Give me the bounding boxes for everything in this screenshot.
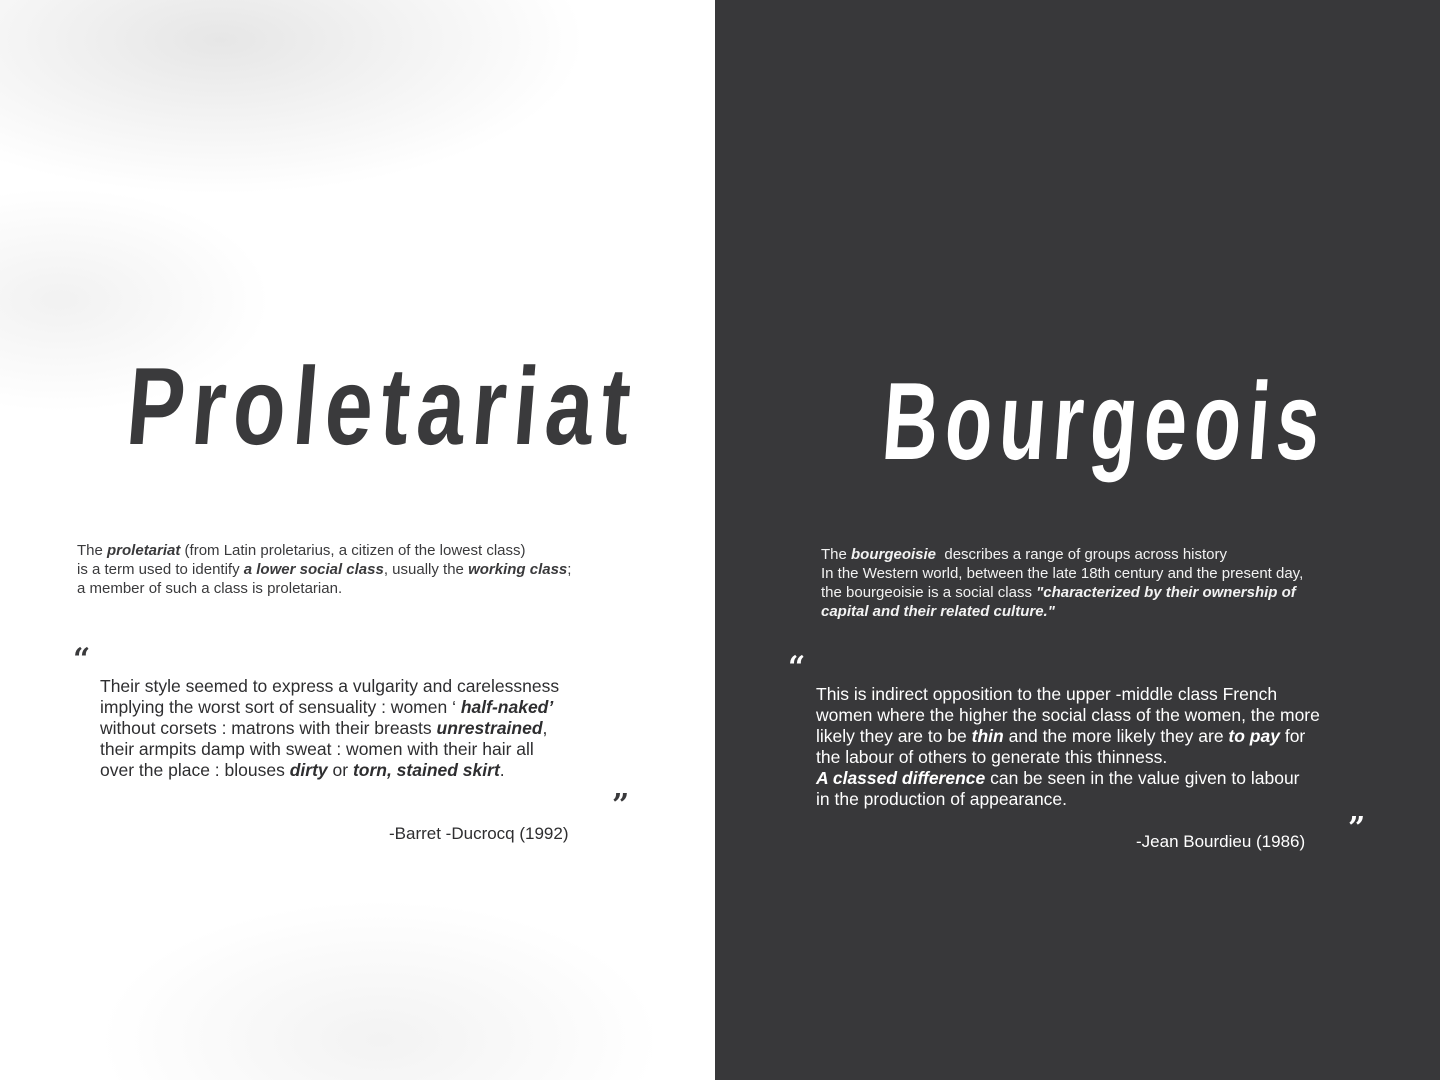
- quote-line: This is indirect opposition to the upper -middle class French: [816, 684, 1278, 704]
- quote-line: over the place : blouses dirty or torn, stained skirt.: [100, 760, 505, 780]
- quote-line: implying the worst sort of sensuality : women ‘ half-naked’: [100, 697, 554, 717]
- definition-line: In the Western world, between the late 18th century and the present day,: [821, 565, 1304, 582]
- emphasis-term: working class: [468, 561, 568, 578]
- open-quote-mark: “: [73, 642, 91, 677]
- emphasis-term: dirty: [289, 760, 328, 780]
- proletariat-panel: [0, 0, 715, 1080]
- quote-line: in the production of appearance.: [816, 789, 1068, 809]
- quote-line: without corsets : matrons with their breasts unrestrained,: [100, 718, 548, 738]
- emphasis-term: unrestrained: [436, 718, 543, 738]
- quote-line: A classed difference can be seen in the value given to labour: [816, 768, 1300, 788]
- quote-line: Their style seemed to express a vulgarity and carelessness: [100, 676, 560, 696]
- emphasis-term: bourgeoisie: [851, 546, 937, 563]
- emphasis-term: torn, stained skirt: [352, 760, 500, 780]
- proletariat-quote: [100, 676, 559, 781]
- emphasis-term: A classed difference: [816, 768, 986, 788]
- quote-line: likely they are to be thin and the more likely they are to pay for: [816, 726, 1306, 746]
- definition-line: The proletariat (from Latin proletarius, a citizen of the lowest class): [77, 542, 526, 559]
- emphasis-term: to pay: [1228, 726, 1280, 746]
- quote-line: the labour of others to generate this thinness.: [816, 747, 1168, 767]
- quote-line: women where the higher the social class of the women, the more: [816, 705, 1320, 725]
- bourgeois-title: Bourgeois: [878, 360, 1332, 483]
- bourgeois-quote-attribution: -Jean Bourdieu (1986): [1136, 832, 1306, 851]
- emphasis-term: half-naked: [460, 697, 549, 717]
- emphasis-term: a lower social class: [243, 561, 384, 578]
- close-quote-mark: ”: [612, 788, 630, 823]
- bourgeoisie-definition: [821, 545, 1303, 621]
- definition-line: a member of such a class is proletarian.: [77, 580, 343, 597]
- proletariat-quote-attribution: -Barret -Ducrocq (1992): [389, 824, 569, 843]
- definition-line: The bourgeoisie describes a range of groups across history: [821, 546, 1228, 563]
- open-quote-mark: “: [788, 650, 806, 685]
- proletariat-definition: [77, 541, 571, 598]
- emphasis-term: proletariat: [107, 542, 181, 559]
- definition-line: is a term used to identify a lower social class, usually the working class;: [77, 561, 572, 578]
- definition-line: the bourgeoisie is a social class "characterized by their ownership of: [821, 584, 1296, 601]
- bourgeois-panel: [715, 0, 1440, 1080]
- emphasis-term: thin: [971, 726, 1004, 746]
- proletariat-title: Proletariat: [122, 345, 643, 468]
- close-quote-mark: ”: [1348, 811, 1366, 846]
- emphasis-term: "characterized by their ownership of: [1036, 584, 1296, 601]
- definition-line: capital and their related culture.": [821, 603, 1055, 620]
- bourgeois-quote: [816, 684, 1320, 810]
- quote-line: their armpits damp with sweat : women with their hair all: [100, 739, 534, 759]
